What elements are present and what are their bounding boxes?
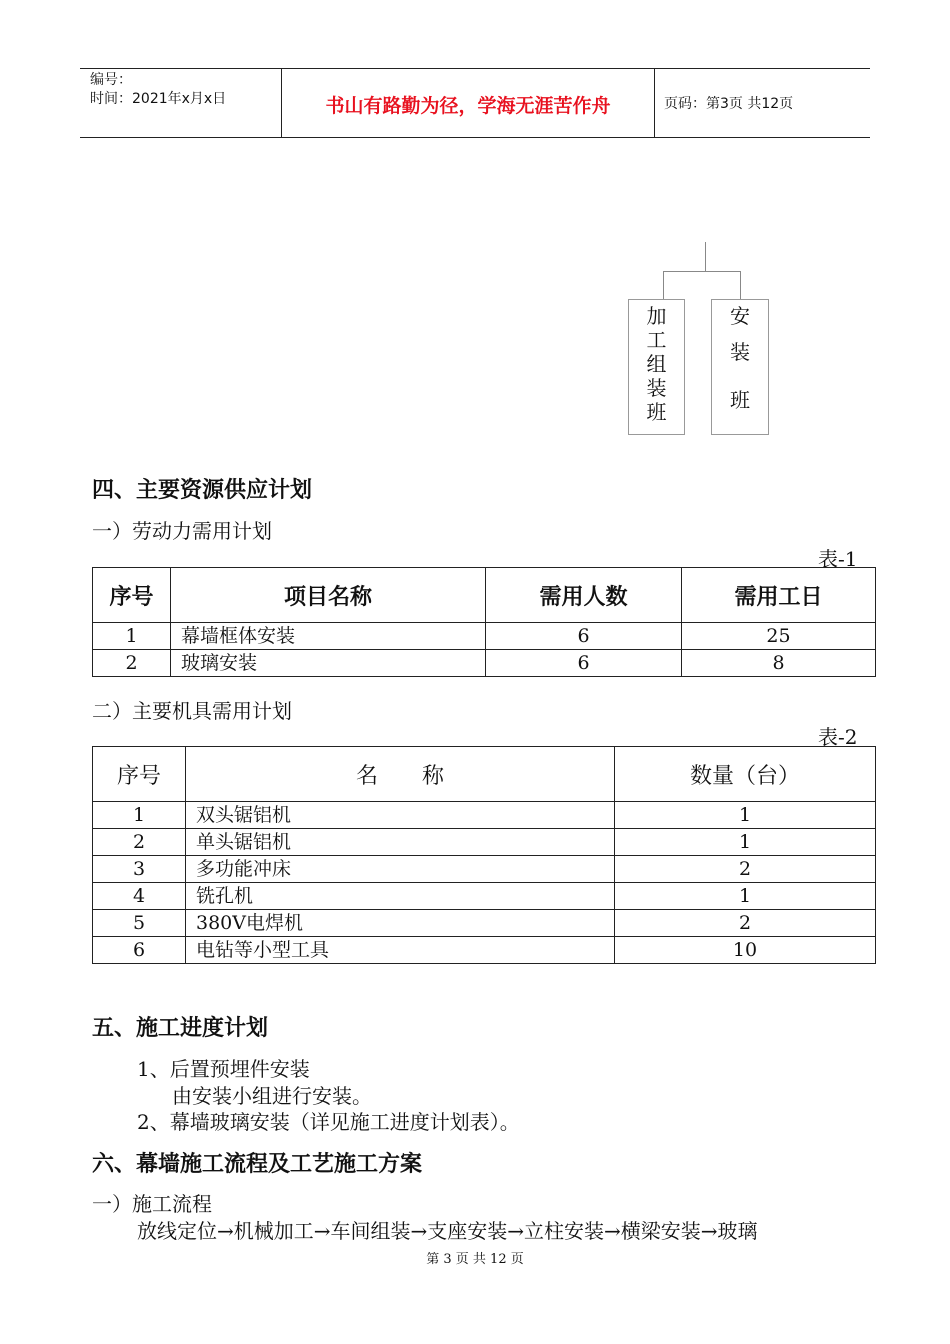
table-cell: 10 xyxy=(615,937,876,964)
section-5-item2: 2、幕墙玻璃安装（详见施工进度计划表）。 xyxy=(137,1110,520,1134)
table-cell: 6 xyxy=(486,650,682,677)
table-header: 序号 xyxy=(93,747,186,802)
equipment-table xyxy=(92,746,876,964)
page-header xyxy=(80,68,870,138)
table-row xyxy=(93,856,876,883)
section-5-title: 五、施工进度计划 xyxy=(92,1016,269,1041)
header-motto: 书山有路勤为径，学海无涯苦作舟 xyxy=(325,95,611,117)
table-cell: 5 xyxy=(93,910,186,937)
section-6-title: 六、幕墙施工流程及工艺施工方案 xyxy=(92,1152,423,1177)
table-cell: 电钻等小型工具 xyxy=(186,937,615,964)
table-cell: 幕墙框体安装 xyxy=(171,623,486,650)
table-cell: 1 xyxy=(615,802,876,829)
header-number: 编号： xyxy=(90,72,132,88)
table-cell: 2 xyxy=(93,650,171,677)
page-footer: 第 3 页 共 12 页 xyxy=(426,1252,524,1267)
table-header: 名 称 xyxy=(186,747,615,802)
table-header: 序号 xyxy=(93,568,171,623)
table-cell: 1 xyxy=(615,883,876,910)
table-cell: 双头锯铝机 xyxy=(186,802,615,829)
table-header-row xyxy=(93,568,876,623)
table-cell: 铣孔机 xyxy=(186,883,615,910)
table-cell: 2 xyxy=(615,910,876,937)
table-header: 需用人数 xyxy=(486,568,682,623)
table-row xyxy=(93,802,876,829)
table-cell: 6 xyxy=(486,623,682,650)
table-header: 项目名称 xyxy=(171,568,486,623)
section-5-item1-detail: 由安装小组进行安装。 xyxy=(172,1084,372,1108)
table-cell: 1 xyxy=(615,829,876,856)
table-row xyxy=(93,829,876,856)
table-row xyxy=(93,650,876,677)
table2-caption: 表-2 xyxy=(818,725,858,749)
org-box-processing-team: 加 工 组 装 班 xyxy=(628,299,685,435)
section-4-sub2: 二）主要机具需用计划 xyxy=(92,699,292,723)
table-cell: 玻璃安装 xyxy=(171,650,486,677)
table-header: 需用工日 xyxy=(682,568,876,623)
header-date: 时间：2021年x月x日 xyxy=(90,91,227,107)
table-cell: 1 xyxy=(93,802,186,829)
labor-table xyxy=(92,567,876,677)
table-row xyxy=(93,937,876,964)
section-4-sub1: 一）劳动力需用计划 xyxy=(92,519,272,543)
section-6-flow: 放线定位→机械加工→车间组装→支座安装→立柱安装→横梁安装→玻璃 xyxy=(137,1219,758,1243)
table-cell: 3 xyxy=(93,856,186,883)
table1-caption: 表-1 xyxy=(818,547,858,571)
table-cell: 4 xyxy=(93,883,186,910)
header-page-number: 页码：第3页 共12页 xyxy=(664,96,794,112)
section-5-item1: 1、后置预埋件安装 xyxy=(137,1057,310,1081)
table-cell: 6 xyxy=(93,937,186,964)
table-row xyxy=(93,623,876,650)
section-4-title: 四、主要资源供应计划 xyxy=(92,478,313,503)
table-cell: 单头锯铝机 xyxy=(186,829,615,856)
section-6-sub1: 一）施工流程 xyxy=(92,1192,212,1216)
table-cell: 380V电焊机 xyxy=(186,910,615,937)
table-row xyxy=(93,883,876,910)
table-header: 数量（台） xyxy=(615,747,876,802)
table-cell: 1 xyxy=(93,623,171,650)
table-cell: 2 xyxy=(615,856,876,883)
table-cell: 8 xyxy=(682,650,876,677)
org-box-installation-team: 安 装 班 xyxy=(711,299,769,435)
header-meta xyxy=(90,71,226,109)
table-header-row xyxy=(93,747,876,802)
table-cell: 25 xyxy=(682,623,876,650)
table-row xyxy=(93,910,876,937)
table-cell: 2 xyxy=(93,829,186,856)
table-cell: 多功能冲床 xyxy=(186,856,615,883)
